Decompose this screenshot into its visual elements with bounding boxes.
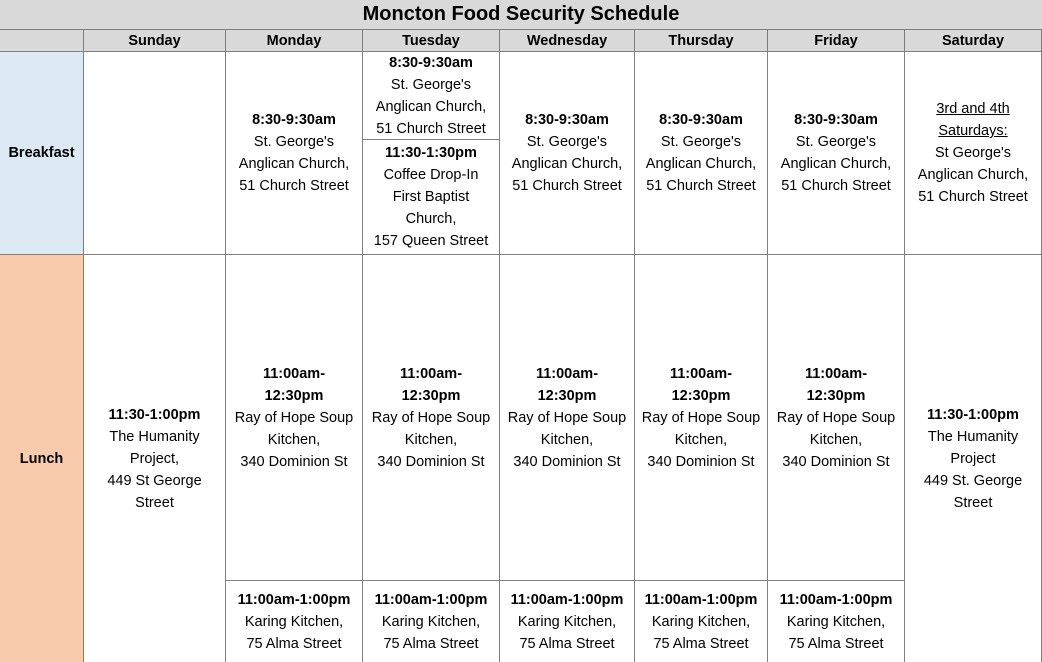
breakfast-tuesday-time-2: 11:30-1:30pm xyxy=(385,145,477,161)
lunch-sunday-line: Project, xyxy=(129,450,180,467)
breakfast-saturday-cell[interactable] xyxy=(905,52,1042,255)
breakfast-sunday-cell[interactable] xyxy=(84,52,226,255)
lunch-ray-line: Ray of Hope Soup xyxy=(641,409,761,426)
breakfast-tuesday-line: First Baptist xyxy=(392,189,470,205)
lunch-ray-time: 12:30pm xyxy=(806,387,866,404)
header-tuesday[interactable]: Tuesday xyxy=(363,30,500,52)
breakfast-tuesday-cell-2[interactable] xyxy=(363,140,500,255)
lunch-sunday-cell[interactable] xyxy=(84,255,226,662)
breakfast-tuesday-line: 157 Queen Street xyxy=(373,233,489,249)
breakfast-tuesday-time-1: 8:30-9:30am xyxy=(389,54,473,71)
breakfast-saturday-line: Anglican Church, xyxy=(917,167,1029,183)
header-sunday[interactable]: Sunday xyxy=(84,30,226,52)
lunch-ray-time: 12:30pm xyxy=(671,387,731,404)
lunch-karing-line: 75 Alma Street xyxy=(653,636,749,652)
lunch-ray-line: 340 Dominion St xyxy=(782,453,890,470)
lunch-karing-time: 11:00am-1:00pm xyxy=(644,592,758,608)
lunch-karing-line: 75 Alma Street xyxy=(246,636,342,652)
lunch-karing-line: 75 Alma Street xyxy=(383,636,479,652)
lunch-ray-time: 11:00am- xyxy=(399,365,463,382)
breakfast-monday-line: 51 Church Street xyxy=(239,178,349,194)
breakfast-thursday-line: St. George's xyxy=(660,134,742,150)
lunch-saturday-line: 449 St. George xyxy=(923,472,1023,489)
lunch-ray-line: 340 Dominion St xyxy=(240,453,348,470)
page-title: Moncton Food Security Schedule xyxy=(0,0,1042,30)
lunch-saturday-time: 11:30-1:00pm xyxy=(927,406,1019,423)
breakfast-friday-cell[interactable] xyxy=(768,52,905,255)
header-thursday[interactable]: Thursday xyxy=(635,30,768,52)
breakfast-friday-line: 51 Church Street xyxy=(781,178,891,194)
lunch-sunday-line: Street xyxy=(135,494,174,511)
breakfast-saturday-note: 3rd and 4th xyxy=(936,101,1010,117)
breakfast-tuesday-line: Coffee Drop-In xyxy=(383,167,479,183)
header-wednesday[interactable]: Wednesday xyxy=(500,30,635,52)
lunch-karing-line: Karing Kitchen, xyxy=(651,614,751,630)
breakfast-saturday-line: St George's xyxy=(934,145,1012,161)
header-friday[interactable]: Friday xyxy=(768,30,905,52)
breakfast-wednesday-cell[interactable] xyxy=(500,52,635,255)
header-corner-cell[interactable] xyxy=(0,30,84,52)
lunch-tuesday-ray-cell[interactable] xyxy=(363,255,500,581)
lunch-ray-line: Kitchen, xyxy=(404,431,458,448)
breakfast-wednesday-line: Anglican Church, xyxy=(511,156,623,172)
header-monday[interactable]: Monday xyxy=(226,30,363,52)
lunch-karing-line: 75 Alma Street xyxy=(788,636,884,652)
lunch-monday-karing-cell[interactable] xyxy=(226,581,363,662)
lunch-saturday-line: The Humanity xyxy=(927,428,1019,445)
breakfast-tuesday-cell-1[interactable] xyxy=(363,52,500,140)
lunch-thursday-ray-cell[interactable] xyxy=(635,255,768,581)
lunch-thursday-karing-cell[interactable] xyxy=(635,581,768,662)
lunch-sunday-line: The Humanity xyxy=(109,428,200,445)
lunch-sunday-line: 449 St George xyxy=(107,472,202,489)
breakfast-saturday-line: 51 Church Street xyxy=(918,189,1028,205)
lunch-ray-line: Kitchen, xyxy=(540,431,594,448)
lunch-karing-line: Karing Kitchen, xyxy=(381,614,481,630)
row-label-breakfast[interactable]: Breakfast xyxy=(0,52,84,255)
lunch-ray-time: 12:30pm xyxy=(401,387,461,404)
breakfast-tuesday-line: Anglican Church, xyxy=(375,98,487,115)
lunch-ray-time: 11:00am- xyxy=(535,365,599,382)
breakfast-thursday-line: 51 Church Street xyxy=(646,178,756,194)
lunch-monday-ray-cell[interactable] xyxy=(226,255,363,581)
breakfast-monday-time: 8:30-9:30am xyxy=(252,112,336,128)
lunch-karing-line: 75 Alma Street xyxy=(519,636,615,652)
lunch-karing-time: 11:00am-1:00pm xyxy=(237,592,351,608)
lunch-karing-time: 11:00am-1:00pm xyxy=(374,592,488,608)
lunch-wednesday-karing-cell[interactable] xyxy=(500,581,635,662)
breakfast-friday-line: St. George's xyxy=(795,134,877,150)
breakfast-thursday-time: 8:30-9:30am xyxy=(659,112,743,128)
lunch-karing-time: 11:00am-1:00pm xyxy=(779,592,893,608)
breakfast-wednesday-line: St. George's xyxy=(526,134,608,150)
breakfast-wednesday-time: 8:30-9:30am xyxy=(525,112,609,128)
breakfast-saturday-note: Saturdays: xyxy=(938,123,1008,139)
lunch-ray-line: Kitchen, xyxy=(809,431,863,448)
lunch-sunday-time: 11:30-1:00pm xyxy=(108,406,201,423)
breakfast-thursday-line: Anglican Church, xyxy=(645,156,757,172)
breakfast-friday-line: Anglican Church, xyxy=(780,156,892,172)
lunch-saturday-line: Street xyxy=(953,494,993,511)
lunch-ray-line: Ray of Hope Soup xyxy=(776,409,896,426)
lunch-wednesday-ray-cell[interactable] xyxy=(500,255,635,581)
lunch-karing-line: Karing Kitchen, xyxy=(244,614,344,630)
row-label-lunch[interactable]: Lunch xyxy=(0,255,84,662)
breakfast-monday-line: Anglican Church, xyxy=(238,156,350,172)
breakfast-tuesday-line: Church, xyxy=(405,211,457,227)
lunch-ray-line: Ray of Hope Soup xyxy=(507,409,627,426)
breakfast-friday-time: 8:30-9:30am xyxy=(794,112,878,128)
lunch-saturday-line: Project xyxy=(950,450,996,467)
lunch-ray-time: 12:30pm xyxy=(537,387,597,404)
header-saturday[interactable]: Saturday xyxy=(905,30,1042,52)
breakfast-wednesday-line: 51 Church Street xyxy=(512,178,622,194)
lunch-karing-line: Karing Kitchen, xyxy=(517,614,617,630)
lunch-friday-ray-cell[interactable] xyxy=(768,255,905,581)
lunch-ray-line: 340 Dominion St xyxy=(377,453,485,470)
lunch-ray-line: Kitchen, xyxy=(674,431,728,448)
lunch-ray-line: 340 Dominion St xyxy=(513,453,621,470)
lunch-ray-line: Kitchen, xyxy=(267,431,321,448)
lunch-ray-time: 11:00am- xyxy=(262,365,326,382)
lunch-ray-line: Ray of Hope Soup xyxy=(371,409,491,426)
lunch-tuesday-karing-cell[interactable] xyxy=(363,581,500,662)
breakfast-monday-cell[interactable] xyxy=(226,52,363,255)
lunch-ray-line: 340 Dominion St xyxy=(647,453,755,470)
lunch-ray-time: 12:30pm xyxy=(264,387,324,404)
lunch-ray-line: Ray of Hope Soup xyxy=(234,409,354,426)
lunch-ray-time: 11:00am- xyxy=(669,365,733,382)
lunch-ray-time: 11:00am- xyxy=(804,365,868,382)
lunch-karing-time: 11:00am-1:00pm xyxy=(510,592,624,608)
breakfast-monday-line: St. George's xyxy=(253,134,335,150)
breakfast-tuesday-line: St. George's xyxy=(390,76,472,93)
lunch-saturday-cell[interactable] xyxy=(905,255,1042,662)
lunch-friday-karing-cell[interactable] xyxy=(768,581,905,662)
breakfast-tuesday-line: 51 Church Street xyxy=(376,120,486,137)
breakfast-thursday-cell[interactable] xyxy=(635,52,768,255)
lunch-karing-line: Karing Kitchen, xyxy=(786,614,886,630)
